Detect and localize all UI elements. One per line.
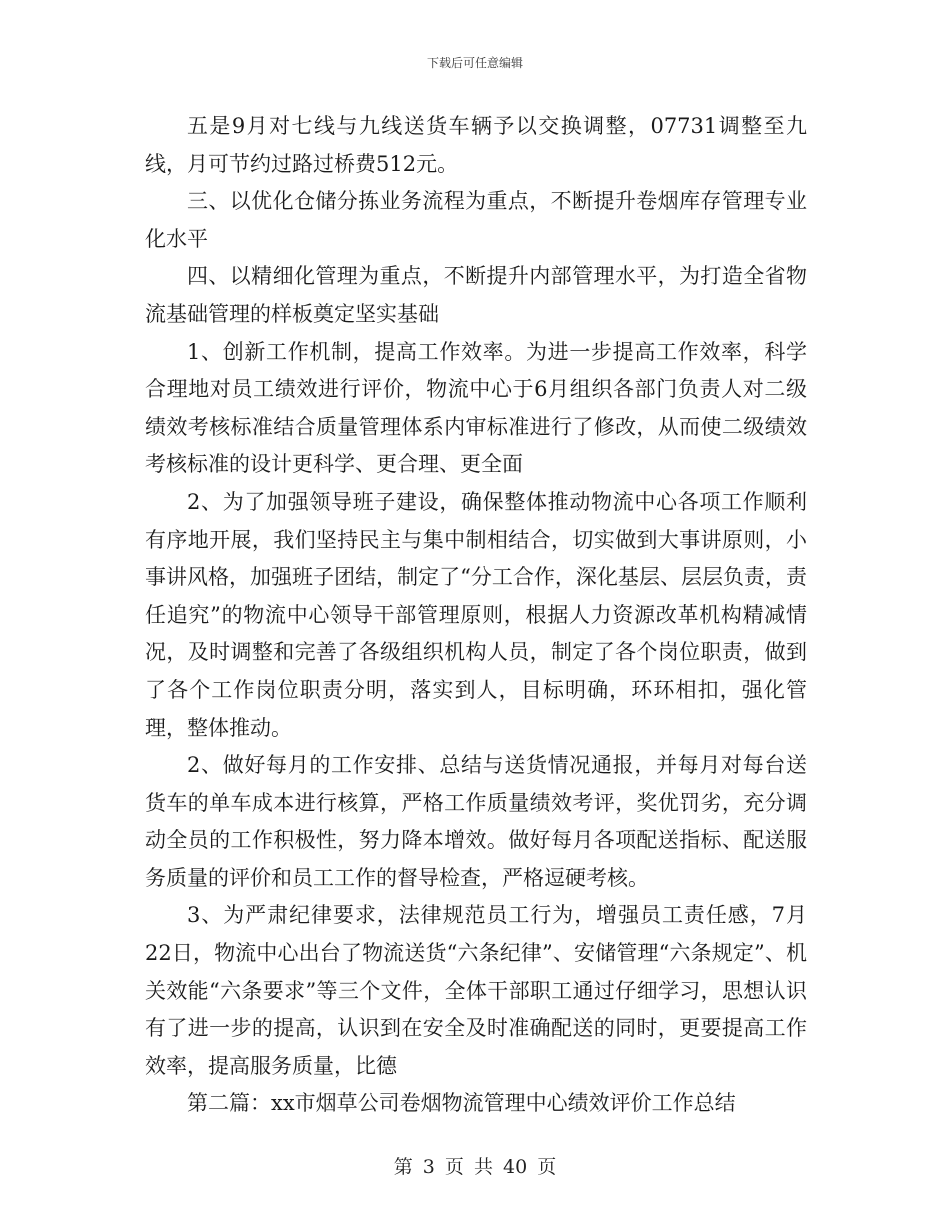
paragraph-chapter-two-title: 第二篇：xx市烟草公司卷烟物流管理中心绩效评价工作总结 bbox=[187, 1091, 736, 1116]
paragraph-section-four-heading: 四、以精细化管理为重点，不断提升内部管理水平，为打造全省物流基础管理的样板奠定坚实基础 bbox=[145, 264, 807, 326]
page-header: 下载后可任意编辑 bbox=[426, 56, 523, 70]
paragraph-item-3-discipline: 3、为严肃纪律要求，法律规范员工行为，增强员工责任感，7月22日，物流中心出台了物流送货“六条纪律”、安储管理“六条规定”、机关效能“六条要求”等三个文件，全体干部职工通过仔细学习，思想认识有了进一步的提高，认识到在安全及时准确配送的同时，更要提高工作效率，提高服务质量，比德 bbox=[145, 903, 807, 1078]
document-body bbox=[145, 108, 807, 1123]
paragraph-route-adjustment: 五是9月对七线与九线送货车辆予以交换调整，07731调整至九线，月可节约过路过桥费512元。 bbox=[145, 114, 807, 176]
paragraph-section-three-heading: 三、以优化仓储分拣业务流程为重点，不断提升卷烟库存管理专业化水平 bbox=[145, 189, 807, 251]
paragraph-item-2-monthly-work: 2、做好每月的工作安排、总结与送货情况通报，并每月对每台送货车的单车成本进行核算，严格工作质量绩效考评，奖优罚劣，充分调动全员的工作积极性，努力降本增效。做好每月各项配送指标、配送服务质量的评价和员工工作的督导检查，严格逗硬考核。 bbox=[145, 753, 807, 890]
paragraph-item-2-leadership: 2、为了加强领导班子建设，确保整体推动物流中心各项工作顺利有序地开展，我们坚持民主与集中制相结合，切实做到大事讲原则，小事讲风格，加强班子团结，制定了“分工合作，深化基层、层层负责，责任追究”的物流中心领导干部管理原则，根据人力资源改革机构精减情况，及时调整和完善了各级组织机构人员，制定了各个岗位职责，做到了各个工作岗位职责分明，落实到人，目标明确，环环相扣，强化管理，整体推动。 bbox=[145, 489, 807, 740]
page-footer: 第 3 页 共 40 页 bbox=[393, 1156, 557, 1178]
paragraph-item-1-work-mechanism: 1、创新工作机制，提高工作效率。为进一步提高工作效率，科学合理地对员工绩效进行评价，物流中心于6月组织各部门负责人对二级绩效考核标准结合质量管理体系内审标准进行了修改，从而使二级绩效考核标准的设计更科学、更合理、更全面 bbox=[145, 339, 807, 477]
